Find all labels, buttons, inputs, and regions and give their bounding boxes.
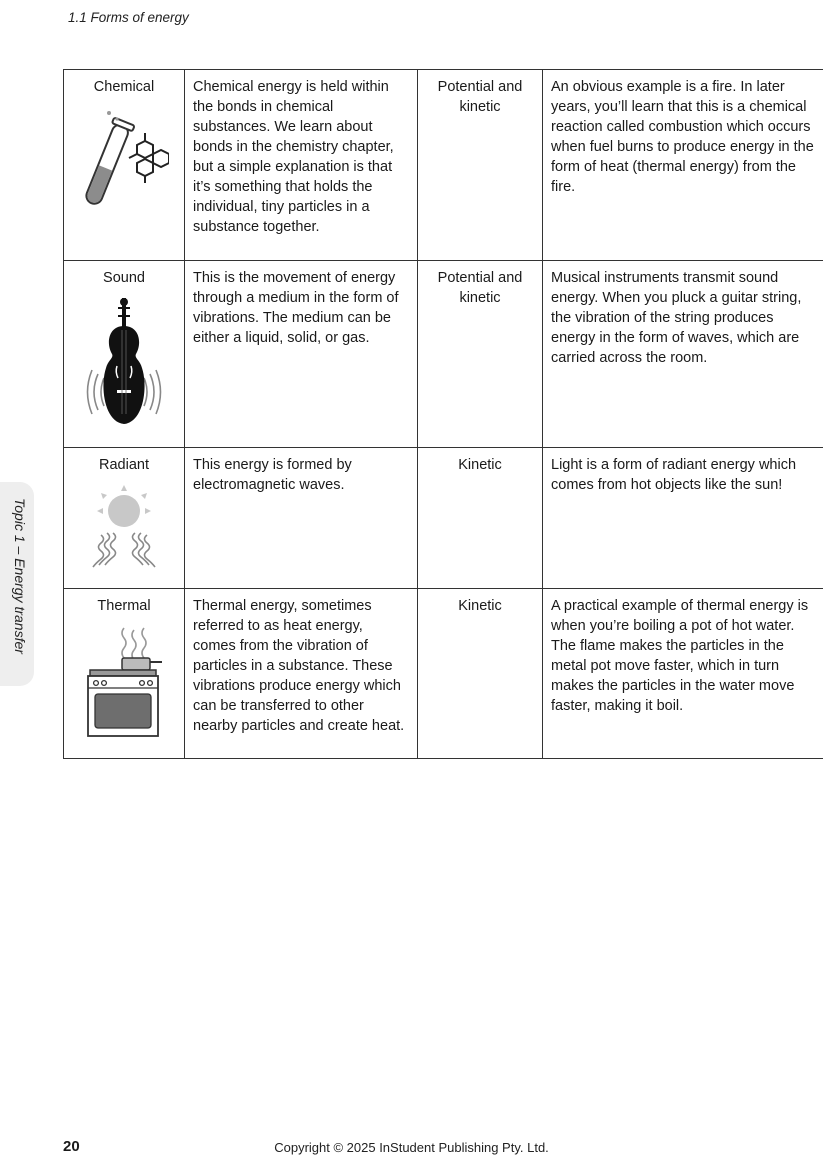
form-cell	[64, 589, 185, 759]
energy-type-cell: Potential and kinetic	[418, 70, 543, 261]
table-row	[64, 448, 823, 589]
example-cell: Light is a form of radiant energy which comes from hot objects like the sun!	[543, 448, 823, 589]
table-row	[64, 70, 823, 261]
form-name: Chemical	[93, 79, 155, 95]
description-cell: This energy is formed by electromagnetic waves.	[185, 448, 418, 589]
form-name: Radiant	[99, 457, 149, 473]
table-row	[64, 589, 823, 759]
form-cell	[64, 448, 185, 589]
form-name: Sound	[103, 270, 145, 286]
example-cell: Musical instruments transmit sound energy. When you pluck a guitar string, the vibration of the string produces energy in the form of waves, which are carried across the room.	[543, 261, 823, 448]
sun-waves-icon	[81, 483, 167, 575]
example-cell: A practical example of thermal energy is when you’re boiling a pot of hot water. The flame makes the particles in the metal pot move faster, which in turn makes the particles in the water move faster, making it boil.	[543, 589, 823, 759]
energy-type-cell: Potential and kinetic	[418, 261, 543, 448]
description-cell: Chemical energy is held within the bonds in chemical substances. We learn about bonds in the chemistry chapter, but a simple explanation is that it’s something that holds the individual, tiny particles in a substance together.	[185, 70, 418, 261]
form-cell	[64, 70, 185, 261]
copyright-notice: Copyright © 2025 InStudent Publishing Pty. Ltd.	[274, 1140, 549, 1155]
running-header: 1.1 Forms of energy	[68, 10, 189, 25]
example-cell: An obvious example is a fire. In later years, you’ll learn that this is a chemical reaction called combustion which occurs when fuel burns to produce energy in the form of heat (thermal energy) from the fire.	[543, 70, 823, 261]
energy-type-cell: Kinetic	[418, 448, 543, 589]
description-cell: Thermal energy, sometimes referred to as heat energy, comes from the vibration of particles in a substance. These vibrations produce energy which can be transferred to other nearby particles and create heat.	[185, 589, 418, 759]
form-cell	[64, 261, 185, 448]
stove-pot-icon	[84, 624, 164, 742]
violin-icon	[84, 296, 164, 430]
table-row	[64, 261, 823, 448]
energy-type-cell: Kinetic	[418, 589, 543, 759]
description-cell: This is the movement of energy through a medium in the form of vibrations. The medium can be either a liquid, solid, or gas.	[185, 261, 418, 448]
topic-side-tab-label: Topic 1 – Energy transfer	[12, 498, 28, 654]
page-number: 20	[63, 1138, 80, 1155]
form-name: Thermal	[97, 598, 151, 614]
test-tube-molecule-icon	[79, 105, 169, 213]
energy-forms-table	[63, 69, 823, 759]
